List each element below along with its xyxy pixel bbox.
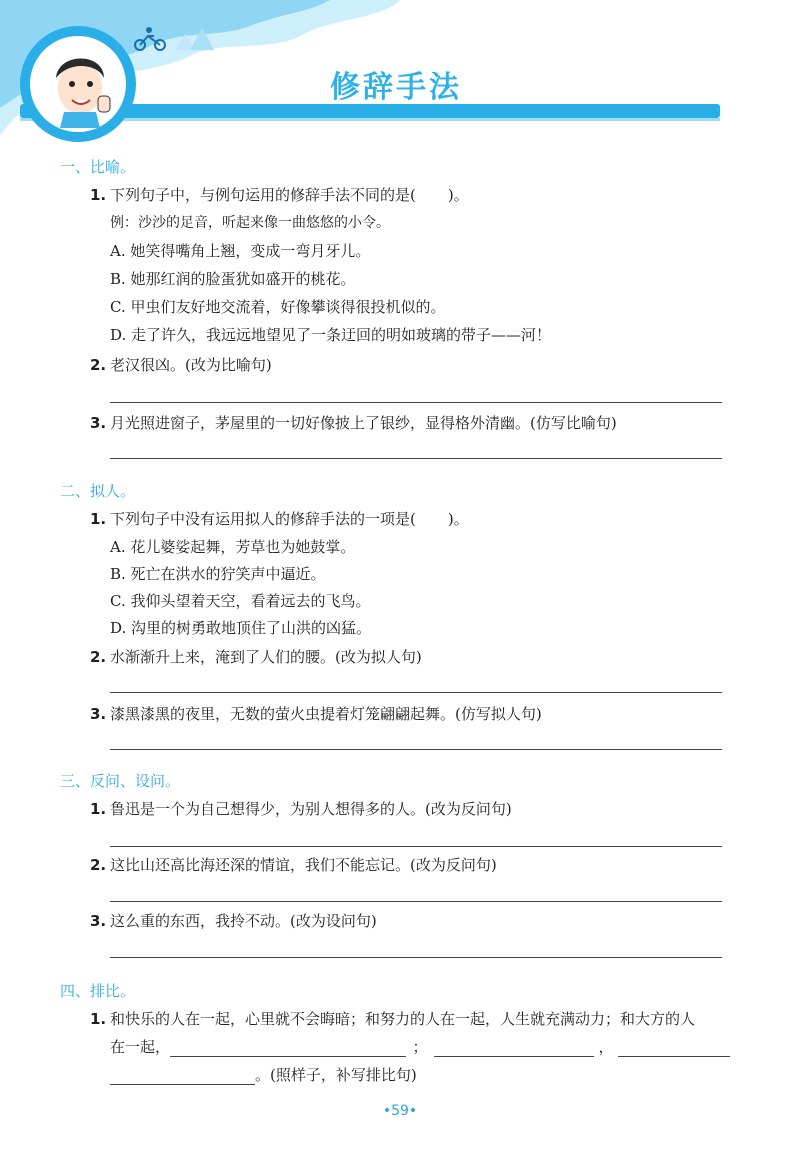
- option-d: D. 走了许久，我远远地望见了一条迂回的明如玻璃的带子——河！: [110, 326, 552, 344]
- question-number: 2.: [90, 648, 107, 666]
- answer-line[interactable]: [110, 749, 722, 750]
- question-number: 3.: [90, 705, 107, 723]
- question-2-2: [90, 646, 422, 667]
- question-text: 水渐渐升上来，淹到了人们的腰。(改为拟人句): [110, 648, 422, 666]
- question-text: 月光照进窗子，茅屋里的一切好像披上了银纱，显得格外清幽。(仿写比喻句): [110, 414, 617, 432]
- answer-line[interactable]: [110, 692, 722, 693]
- question-text-a: 下列句子中，与例句运用的修辞手法不同的是(: [110, 186, 416, 204]
- question-number: 3.: [90, 414, 107, 432]
- example-sentence: 例：沙沙的足音，听起来像一曲悠悠的小令。: [110, 215, 390, 231]
- question-3-1: [90, 798, 512, 819]
- section-title-3: 三、反问、设问。: [60, 772, 181, 790]
- page-number: •59•: [382, 1103, 418, 1119]
- answer-line[interactable]: [110, 957, 722, 958]
- question-1-2: [90, 354, 272, 375]
- question-1-3: [90, 412, 617, 433]
- question-4-1-line3: [110, 1064, 417, 1085]
- question-text: 这么重的东西，我拎不动。(改为设问句): [110, 912, 377, 930]
- answer-line[interactable]: [110, 402, 722, 403]
- option-b: B. 她那红润的脸蛋犹如盛开的桃花。: [110, 270, 356, 288]
- blank-field-2[interactable]: [434, 1040, 594, 1057]
- question-2-3: [90, 703, 542, 724]
- section-title-1: 一、比喻。: [60, 158, 136, 176]
- question-number: 1.: [90, 186, 107, 204]
- question-number: 2.: [90, 356, 107, 374]
- question-number: 2.: [90, 856, 107, 874]
- question-text: 漆黑漆黑的夜里，无数的萤火虫提着灯笼翩翩起舞。(仿写拟人句): [110, 705, 542, 723]
- question-text-b: )。: [447, 510, 469, 528]
- question-number: 1.: [90, 1010, 107, 1028]
- question-text: 这比山还高比海还深的情谊，我们不能忘记。(改为反问句): [110, 856, 497, 874]
- question-text-a: 下列句子中没有运用拟人的修辞手法的一项是(: [110, 510, 416, 528]
- section-title-4: 四、排比。: [60, 982, 136, 1000]
- option-c: C. 甲虫们友好地交流着，好像攀谈得很投机似的。: [110, 298, 446, 316]
- question-text: 和快乐的人在一起，心里就不会晦暗；和努力的人在一起，人生就充满动力；和大方的人: [110, 1010, 696, 1028]
- question-text-b: )。: [447, 186, 469, 204]
- separator: ；: [412, 1038, 428, 1056]
- question-text: 鲁迅是一个为自己想得少，为别人想得多的人。(改为反问句): [110, 800, 512, 818]
- question-1-1: [90, 184, 469, 205]
- question-text: 在一起，: [110, 1038, 171, 1056]
- question-text: 老汉很凶。(改为比喻句): [110, 356, 272, 374]
- section-title-2: 二、拟人。: [60, 482, 136, 500]
- answer-line[interactable]: [110, 458, 722, 459]
- question-3-2: [90, 854, 497, 875]
- answer-line[interactable]: [110, 901, 722, 902]
- question-2-1: [90, 508, 469, 529]
- question-text: 。(照样子，补写排比句): [255, 1066, 417, 1084]
- question-4-1: [90, 1008, 695, 1029]
- answer-line[interactable]: [110, 846, 722, 847]
- option-c: C. 我仰头望着天空，看着远去的飞鸟。: [110, 592, 371, 610]
- blank-field-3[interactable]: [618, 1040, 730, 1057]
- question-number: 1.: [90, 510, 107, 528]
- blank-field-1[interactable]: [170, 1040, 406, 1057]
- question-4-1-line2: [110, 1036, 730, 1057]
- question-number: 1.: [90, 800, 107, 818]
- page-title: 修辞手法: [330, 70, 462, 105]
- blank-field-4[interactable]: [110, 1068, 255, 1085]
- question-3-3: [90, 910, 377, 931]
- separator: ，: [598, 1038, 614, 1056]
- question-number: 3.: [90, 912, 107, 930]
- option-d: D. 沟里的树勇敢地顶住了山洪的凶猛。: [110, 619, 372, 637]
- option-a: A. 花儿婆娑起舞，芳草也为她鼓掌。: [110, 538, 356, 556]
- option-a: A. 她笑得嘴角上翘，变成一弯月牙儿。: [110, 242, 371, 260]
- option-b: B. 死亡在洪水的狞笑声中逼近。: [110, 565, 326, 583]
